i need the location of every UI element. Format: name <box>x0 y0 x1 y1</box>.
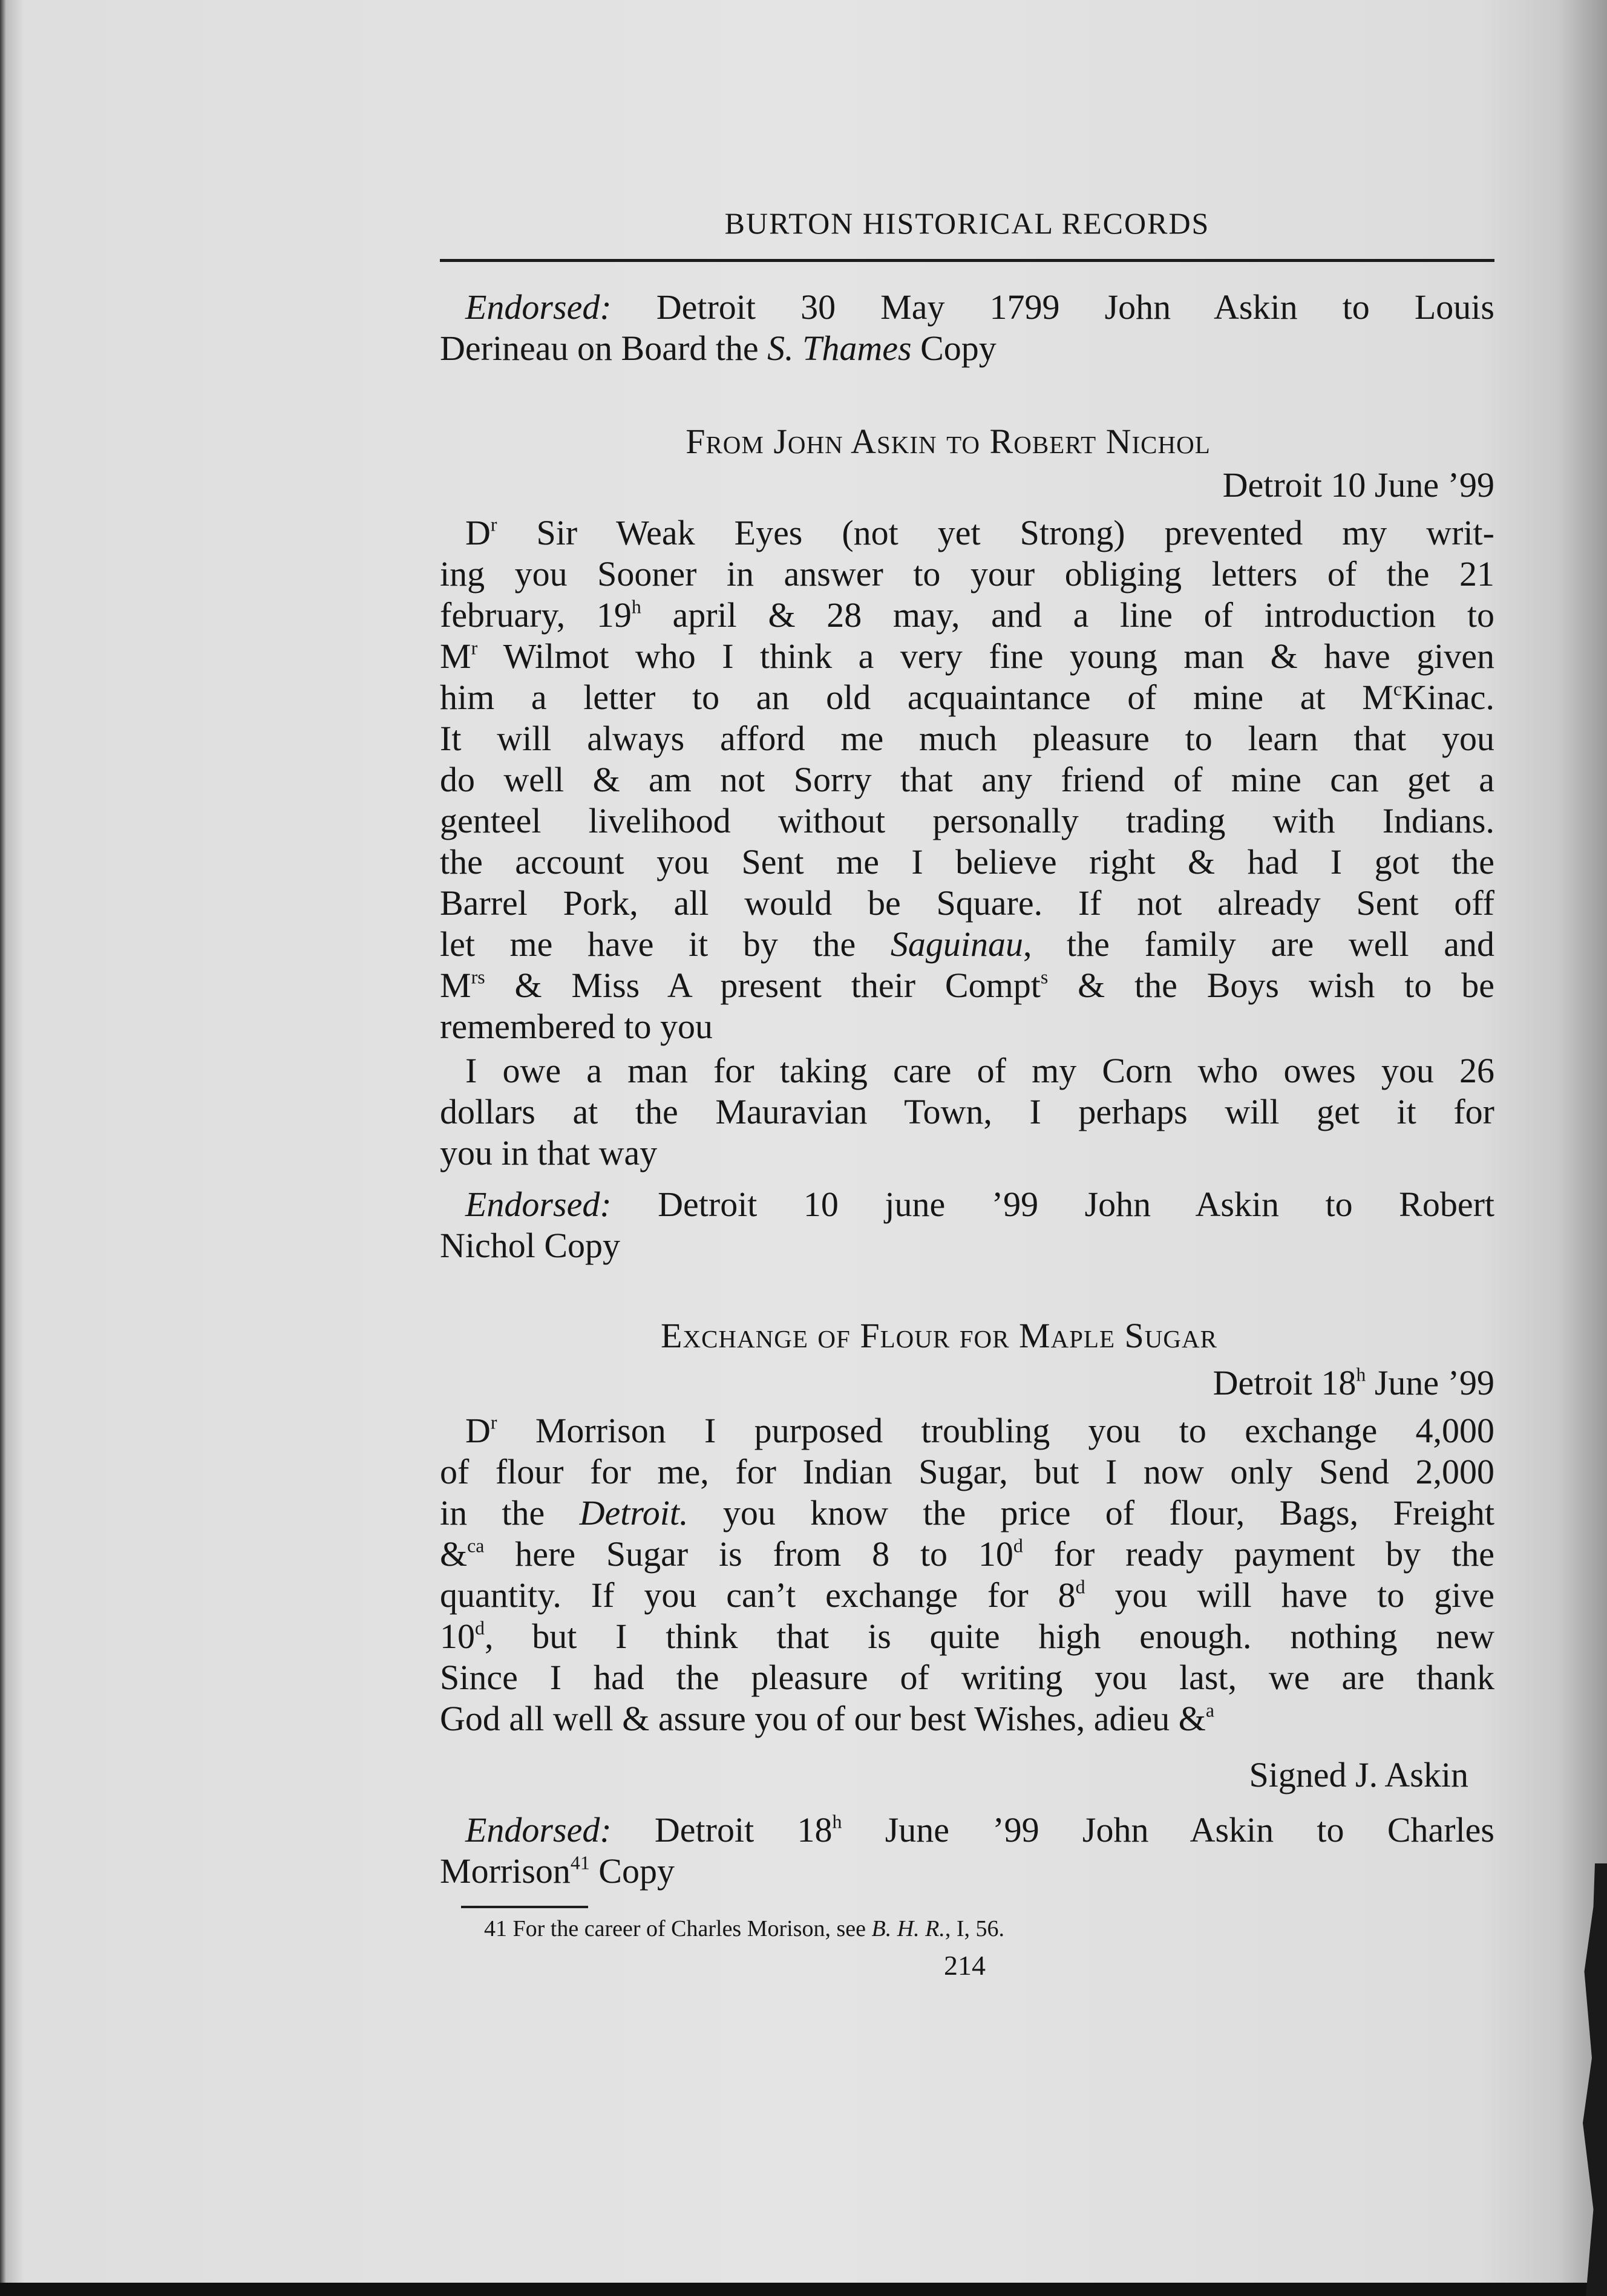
text-segment: april & 28 may, and a line of introduction to <box>641 595 1494 635</box>
text-segment: of flour for me, for Indian Sugar, but I now only Send 2,000 <box>440 1452 1494 1491</box>
scan-bottom-edge <box>0 2283 1607 2296</box>
text-segment: Copy <box>911 329 997 368</box>
scan-torn-edge <box>1577 1863 1607 2296</box>
text-segment: God all well & assure you of our best Wishes, adieu & <box>440 1699 1206 1738</box>
footnote-text-end: , I, 56. <box>944 1916 1005 1941</box>
text-line <box>440 1451 1494 1492</box>
text-segment: It will always afford me much pleasure to learn that you <box>440 719 1494 758</box>
text-segment: D <box>465 1411 491 1450</box>
text-segment: Detroit 10 june ’99 John Askin to Robert <box>611 1185 1494 1224</box>
text-line <box>440 1492 1494 1533</box>
superscript: d <box>1075 1576 1085 1598</box>
text-line <box>440 883 1494 924</box>
text-line <box>440 718 1494 759</box>
header-rule <box>440 259 1494 262</box>
text-line <box>440 965 1494 1006</box>
superscript: d <box>475 1617 485 1639</box>
superscript: a <box>1205 1699 1215 1721</box>
letter-1-paragraph-1 <box>440 512 1494 1047</box>
text-segment: dollars at the Mauravian Town, I perhaps will get it for <box>440 1092 1494 1131</box>
superscript: rs <box>471 966 485 988</box>
text-segment: & <box>440 1534 468 1574</box>
text-segment: Since I had the pleasure of writing you last, we are thank <box>440 1658 1494 1697</box>
superscript: ca <box>467 1535 485 1557</box>
text-segment: let me have it by the <box>440 924 891 964</box>
text-segment: you in that way <box>440 1133 658 1173</box>
dateline-2 <box>440 1362 1494 1404</box>
superscript: 41 <box>570 1852 590 1874</box>
text-segment: & the Boys wish to be <box>1048 966 1494 1005</box>
text-segment: february, 19 <box>440 595 632 635</box>
text-segment: remembered to you <box>440 1007 713 1046</box>
text-line <box>440 1657 1494 1698</box>
text-segment: Kinac. <box>1402 678 1494 717</box>
text-line <box>440 1807 1494 1848</box>
text-line <box>440 421 1456 462</box>
text-segment: , the family are well and <box>1023 924 1494 964</box>
text-segment: M <box>440 966 471 1005</box>
text-segment: Morrison <box>440 1851 571 1891</box>
text-segment: Morrison I purposed troubling you to exchange 4,000 <box>497 1411 1494 1450</box>
section-title-1 <box>440 421 1456 462</box>
text-segment: Exchange of Flour for Maple Sugar <box>661 1316 1217 1355</box>
superscript: s <box>1040 966 1049 988</box>
endorsement-1 <box>440 287 1494 369</box>
text-line <box>440 1410 1494 1451</box>
italic-text: Endorsed: <box>465 1185 612 1224</box>
text-segment: Detroit 30 May 1799 John Askin to Louis <box>611 287 1494 327</box>
text-segment: for ready payment by the <box>1023 1534 1494 1574</box>
signature-line <box>440 1755 1468 1796</box>
text-segment: D <box>465 513 491 552</box>
text-line <box>440 465 1494 506</box>
text-line <box>440 1574 1494 1615</box>
text-segment: him a letter to an old acquaintance of mine at M <box>440 678 1393 717</box>
text-segment: Detroit 18 <box>1213 1363 1357 1402</box>
text-segment: genteel livelihood without personally trading with Indians. <box>440 801 1494 840</box>
text-line <box>440 800 1494 842</box>
text-segment: Copy <box>589 1851 675 1891</box>
footnote-rule <box>461 1906 588 1908</box>
text-segment: you know the price of flour, Bags, Freight <box>688 1493 1494 1532</box>
footnote-citation: B. H. R. <box>871 1916 945 1941</box>
text-line <box>440 1223 1494 1264</box>
text-segment: , but I think that is quite high enough. nothing new <box>484 1617 1494 1656</box>
text-segment: M <box>440 636 471 676</box>
italic-text: Saguinau <box>890 924 1023 964</box>
section-title-2 <box>440 1315 1438 1356</box>
text-line <box>440 1315 1438 1356</box>
text-line <box>440 1362 1494 1404</box>
endorsement-3 <box>440 1807 1494 1889</box>
text-line <box>440 1091 1494 1133</box>
text-line <box>440 1006 1494 1047</box>
italic-text: Endorsed: <box>465 1810 612 1850</box>
page-number: 214 <box>944 1950 986 1981</box>
text-line <box>440 842 1494 883</box>
text-segment: June ’99 <box>1366 1363 1494 1402</box>
text-segment: & Miss A present their Compt <box>485 966 1041 1005</box>
letter-1-paragraph-2 <box>440 1050 1494 1174</box>
text-line <box>440 1050 1494 1091</box>
text-segment: 10 <box>440 1617 475 1656</box>
superscript: h <box>832 1811 842 1833</box>
text-segment: Signed J. Askin <box>1249 1755 1468 1794</box>
text-segment: Detroit 18 <box>611 1810 833 1850</box>
text-segment: in the <box>440 1493 580 1532</box>
text-segment: I owe a man for taking care of my Corn who owes you 26 <box>465 1051 1494 1090</box>
text-segment: the account you Sent me I believe right & had I got the <box>440 842 1494 881</box>
text-segment: Wilmot who I think a very fine young man & have given <box>477 636 1494 676</box>
superscript: c <box>1393 678 1402 700</box>
text-line <box>440 1182 1494 1223</box>
text-line <box>440 554 1494 595</box>
text-line <box>440 1615 1494 1657</box>
text-line <box>440 287 1494 328</box>
italic-text: Detroit. <box>579 1493 689 1532</box>
text-line <box>440 512 1494 554</box>
text-segment: quantity. If you can’t exchange for 8 <box>440 1575 1076 1615</box>
text-line <box>440 1755 1468 1796</box>
text-line <box>440 328 1494 369</box>
text-line <box>440 1848 1494 1889</box>
dateline-1 <box>440 465 1494 506</box>
text-line <box>440 677 1494 718</box>
text-segment: here Sugar is from 8 to 10 <box>484 1534 1013 1574</box>
superscript: r <box>490 1411 497 1433</box>
text-line <box>440 759 1494 800</box>
text-segment: Detroit 10 June ’99 <box>1222 465 1494 505</box>
italic-text: Endorsed: <box>465 287 612 327</box>
superscript: h <box>631 596 641 618</box>
text-segment: From John Askin to Robert Nichol <box>686 422 1211 461</box>
text-line <box>440 1533 1494 1574</box>
italic-text: S. Thames <box>767 329 912 368</box>
running-head: BURTON HISTORICAL RECORDS <box>724 206 1210 240</box>
superscript: r <box>490 514 497 535</box>
text-line <box>440 1698 1494 1739</box>
footnote-number: 41 <box>484 1916 507 1941</box>
text-segment: Sir Weak Eyes (not yet Strong) prevented my writ- <box>497 513 1494 552</box>
text-line <box>440 1133 1494 1174</box>
text-segment: ing you Sooner in answer to your obliging letters of the 21 <box>440 554 1494 594</box>
superscript: h <box>1356 1364 1366 1385</box>
text-line <box>440 924 1494 965</box>
endorsement-2 <box>440 1182 1494 1264</box>
footnote <box>484 1915 1004 1942</box>
text-segment: you will have to give <box>1085 1575 1495 1615</box>
superscript: r <box>471 637 478 659</box>
text-segment: June ’99 John Askin to Charles <box>842 1810 1494 1850</box>
text-line <box>440 636 1494 677</box>
text-line <box>440 595 1494 636</box>
text-segment: Nichol Copy <box>440 1226 621 1265</box>
superscript: d <box>1013 1535 1023 1557</box>
letter-2-paragraph <box>440 1410 1494 1739</box>
text-segment: do well & am not Sorry that any friend of mine can get a <box>440 760 1494 799</box>
text-segment: Barrel Pork, all would be Square. If not already Sent off <box>440 883 1494 923</box>
text-segment: Derineau on Board the <box>440 329 768 368</box>
footnote-text: For the career of Charles Morison, see <box>507 1916 872 1941</box>
